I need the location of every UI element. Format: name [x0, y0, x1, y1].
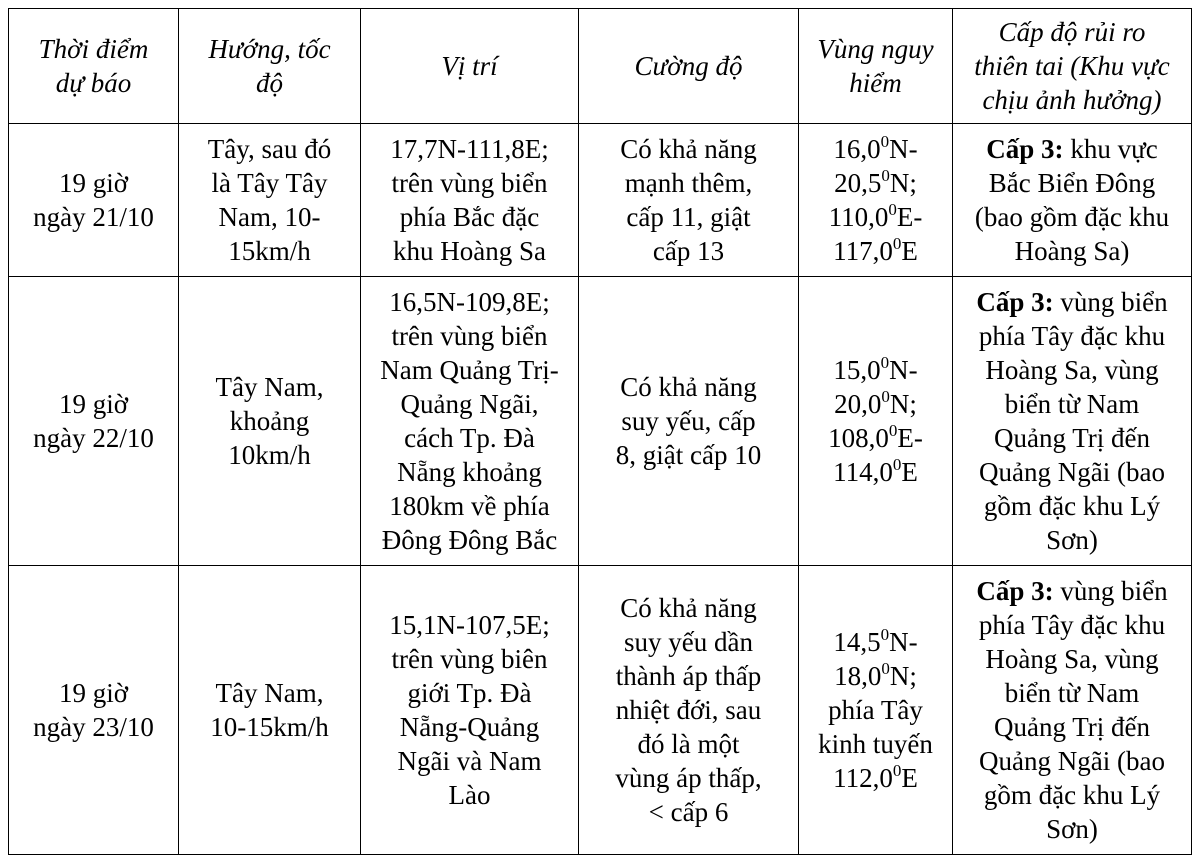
cell-position: 15,1N-107,5E; trên vùng biên giới Tp. Đà Nẵng-Quảng Ngãi và Nam Lào — [361, 566, 579, 855]
cell-direction-speed: Tây Nam, khoảng 10km/h — [179, 277, 361, 566]
storm-forecast-table — [8, 8, 1192, 855]
cell-danger-zone: 15,0$^0$N- 20,0$^0$N; 108,0$^0$E- 114,0$^0$E — [799, 277, 953, 566]
cell-forecast-time: 19 giờ ngày 22/10 — [9, 277, 179, 566]
cell-direction-speed: Tây, sau đó là Tây Tây Nam, 10- 15km/h — [179, 124, 361, 277]
header-direction-speed: Hướng, tốc độ — [179, 9, 361, 124]
cell-risk-level: Cấp 3: vùng biển phía Tây đặc khu Hoàng Sa, vùng biển từ Nam Quảng Trị đến Quảng Ngãi (bao gồm đặc khu Lý Sơn) — [953, 277, 1192, 566]
header-forecast-time: Thời điểm dự báo — [9, 9, 179, 124]
cell-danger-zone: 16,0$^0$N- 20,5$^0$N; 110,0$^0$E- 117,0$^0$E — [799, 124, 953, 277]
cell-danger-zone: 14,5$^0$N- 18,0$^0$N; phía Tây kinh tuyến 112,0$^0$E — [799, 566, 953, 855]
cell-direction-speed: Tây Nam, 10-15km/h — [179, 566, 361, 855]
table-row — [9, 277, 1192, 566]
cell-intensity: Có khả năng suy yếu, cấp 8, giật cấp 10 — [579, 277, 799, 566]
cell-forecast-time: 19 giờ ngày 23/10 — [9, 566, 179, 855]
risk-level-label: Cấp 3: — [986, 134, 1064, 164]
cell-position: 17,7N-111,8E; trên vùng biển phía Bắc đặc khu Hoàng Sa — [361, 124, 579, 277]
risk-level-label: Cấp 3: — [976, 287, 1054, 317]
table-row — [9, 124, 1192, 277]
table-header-row — [9, 9, 1192, 124]
cell-intensity: Có khả năng mạnh thêm, cấp 11, giật cấp 13 — [579, 124, 799, 277]
cell-forecast-time: 19 giờ ngày 21/10 — [9, 124, 179, 277]
header-danger-zone: Vùng nguy hiểm — [799, 9, 953, 124]
header-position: Vị trí — [361, 9, 579, 124]
cell-intensity: Có khả năng suy yếu dần thành áp thấp nhiệt đới, sau đó là một vùng áp thấp, < cấp 6 — [579, 566, 799, 855]
risk-level-label: Cấp 3: — [976, 576, 1054, 606]
cell-risk-level: Cấp 3: khu vực Bắc Biển Đông (bao gồm đặc khu Hoàng Sa) — [953, 124, 1192, 277]
cell-position: 16,5N-109,8E; trên vùng biển Nam Quảng Trị- Quảng Ngãi, cách Tp. Đà Nẵng khoảng 180km về phía Đông Đông Bắc — [361, 277, 579, 566]
header-risk-level: Cấp độ rủi ro thiên tai (Khu vực chịu ảnh hưởng) — [953, 9, 1192, 124]
header-intensity: Cường độ — [579, 9, 799, 124]
cell-risk-level: Cấp 3: vùng biển phía Tây đặc khu Hoàng Sa, vùng biển từ Nam Quảng Trị đến Quảng Ngãi (bao gồm đặc khu Lý Sơn) — [953, 566, 1192, 855]
table-row — [9, 566, 1192, 855]
